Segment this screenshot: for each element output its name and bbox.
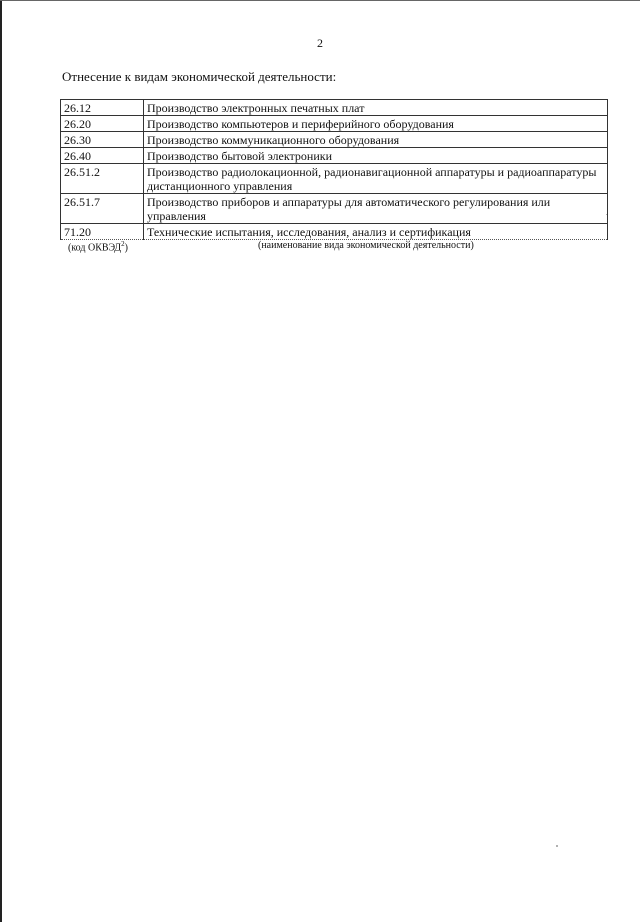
footnote-marker: 2 (121, 240, 125, 248)
activity-name: Производство радиолокационной, радионавигационной аппаратуры и радиоаппаратуры дистанционного управления (144, 164, 608, 194)
code-caption-text: (код ОКВЭД (68, 242, 122, 254)
okved-code: 26.51.7 (61, 194, 144, 224)
code-caption-close: ) (124, 242, 128, 254)
okved-code: 26.30 (61, 132, 144, 148)
table-row (61, 224, 608, 240)
okved-table (60, 99, 608, 240)
okved-code: 26.40 (61, 148, 144, 164)
activity-name: Производство коммуникационного оборудования (144, 132, 608, 148)
section-heading: Отнесение к видам экономической деятельности: (62, 69, 337, 84)
table-row (61, 132, 608, 148)
activity-name: Производство электронных печатных плат (144, 100, 608, 116)
table-row (61, 116, 608, 132)
scan-speck (556, 845, 558, 847)
name-caption: (наименование вида экономической деятельности) (258, 240, 474, 251)
okved-code: 26.12 (61, 100, 144, 116)
scan-speck (606, 214, 607, 215)
okved-code: 26.20 (61, 116, 144, 132)
code-caption (68, 240, 128, 253)
table-row (61, 148, 608, 164)
activity-name: Производство бытовой электроники (144, 148, 608, 164)
activity-name: Производство компьютеров и периферийного оборудования (144, 116, 608, 132)
page-edge-left (0, 0, 2, 922)
table-row (61, 194, 608, 224)
page-number: 2 (317, 36, 323, 50)
activity-name: Технические испытания, исследования, анализ и сертификация (144, 224, 608, 240)
activity-name: Производство приборов и аппаратуры для автоматического регулирования или управления (144, 194, 608, 224)
okved-code: 71.20 (61, 224, 144, 240)
table-row (61, 100, 608, 116)
okved-code: 26.51.2 (61, 164, 144, 194)
page-edge-top (0, 0, 640, 1)
table-row (61, 164, 608, 194)
table-captions (60, 240, 608, 252)
